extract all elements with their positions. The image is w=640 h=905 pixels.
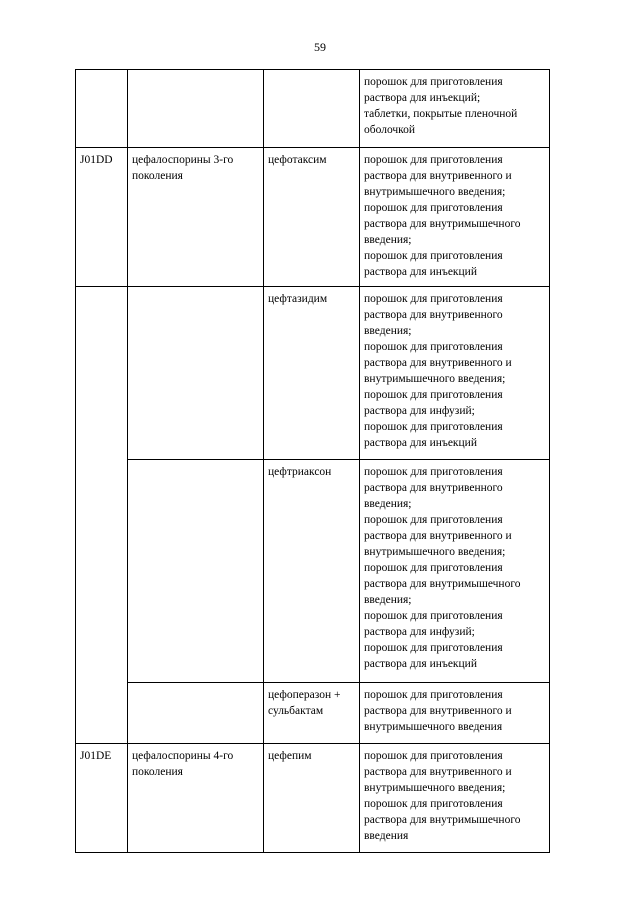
forms-cell <box>360 460 550 683</box>
atc-code-cell <box>76 287 128 744</box>
table-row <box>76 683 550 744</box>
forms-cell <box>360 148 550 287</box>
group-cell <box>128 683 264 744</box>
forms-cell <box>360 744 550 853</box>
atc-code-cell: J01DE <box>76 744 128 853</box>
form-item: порошок для приготовления раствора для инъекций <box>364 642 503 670</box>
form-item: порошок для приготовления раствора для инъекций <box>364 250 503 278</box>
forms-cell <box>360 70 550 148</box>
group-cell <box>128 70 264 148</box>
drug-cell: цефотаксим <box>264 148 360 287</box>
drug-cell <box>264 70 360 148</box>
page-number: 59 <box>314 40 326 54</box>
form-item: порошок для приготовления раствора для внутривенного введения; <box>364 466 503 510</box>
form-item: порошок для приготовления раствора для внутривенного и внутримышечного введения; <box>364 750 512 794</box>
form-item: порошок для приготовления раствора для внутривенного и внутримышечного введения; <box>364 154 512 198</box>
form-item: порошок для приготовления раствора для внутривенного и внутримышечного введения; <box>364 341 512 385</box>
form-item: порошок для приготовления раствора для внутривенного и внутримышечного введения; <box>364 514 512 558</box>
table-row <box>76 70 550 148</box>
form-item: порошок для приготовления раствора для внутривенного и внутримышечного введения <box>364 689 512 733</box>
table-row <box>76 287 550 460</box>
form-item: порошок для приготовления раствора для внутримышечного введения; <box>364 202 521 246</box>
group-cell <box>128 287 264 460</box>
drug-cell: цефтазидим <box>264 287 360 460</box>
drug-cell: цефоперазон + сульбактам <box>264 683 360 744</box>
group-cell <box>128 460 264 683</box>
form-item: порошок для приготовления раствора для внутримышечного введения; <box>364 562 521 606</box>
forms-cell <box>360 683 550 744</box>
table-row <box>76 148 550 287</box>
table-row <box>76 744 550 853</box>
forms-cell <box>360 287 550 460</box>
atc-code-cell: J01DD <box>76 148 128 287</box>
table-row <box>76 460 550 683</box>
form-item: порошок для приготовления раствора для внутримышечного введения <box>364 798 521 842</box>
form-item: порошок для приготовления раствора для инъекций <box>364 421 503 449</box>
form-item: порошок для приготовления раствора для инфузий; <box>364 389 503 417</box>
drug-cell: цефепим <box>264 744 360 853</box>
group-cell: цефалоспорины 3-го поколения <box>128 148 264 287</box>
drug-table <box>75 69 550 853</box>
group-cell: цефалоспорины 4-го поколения <box>128 744 264 853</box>
form-item: таблетки, покрытые пленочной оболочкой <box>364 108 518 136</box>
drug-cell: цефтриаксон <box>264 460 360 683</box>
form-item: порошок для приготовления раствора для инъекций; <box>364 76 503 104</box>
atc-code-cell <box>76 70 128 148</box>
form-item: порошок для приготовления раствора для внутривенного введения; <box>364 293 503 337</box>
form-item: порошок для приготовления раствора для инфузий; <box>364 610 503 638</box>
